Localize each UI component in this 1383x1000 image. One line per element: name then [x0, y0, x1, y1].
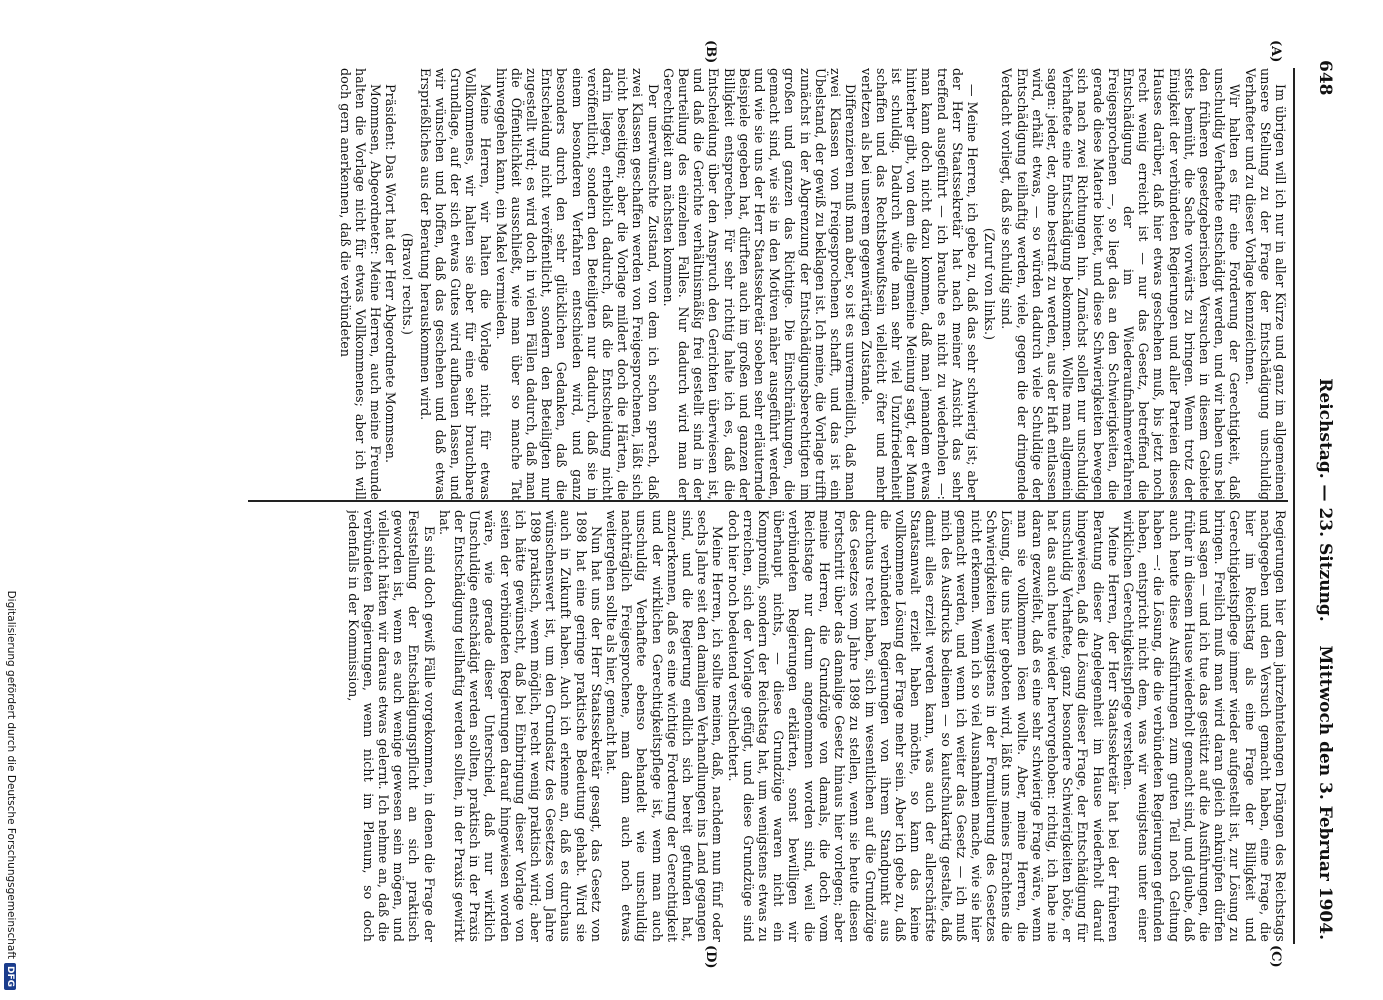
page-date: Mittwoch den 3. Februar 1904.: [1315, 645, 1335, 940]
page-title: Reichstag. — 23. Sitzung.: [1315, 378, 1335, 622]
interjection: (Zuruf von links.): [982, 227, 998, 341]
paragraph: — Meine Herren, ich gebe zu, daß das sehr schwierig ist; aber der Herr Staatssekretär hat nach meiner Ansicht das sehr treffend ausgeführt — ich brauche es nicht zu wiederholen —: man kann doch nicht dazu kommen, daß man jemandem etwas hinterher gibt, von dem die allgemeine Meinung sagt, der Mann ist schuldig. Dadurch würde man sehr viel Unzufriedenheit schaffen und das Rechtsbewußtsein vielleicht öfter und mehr verletzen als bei unserem gegenwärtigen Zustande.: [858, 68, 980, 500]
paragraph: Differenzieren muß man aber, so ist es unvermeidlich, daß man zwei Klassen von Freigesprochenen schafft, und das ist ein Übelstand, der gewiß zu beklagen ist. Ich meine, die Vorlage trifft zunächst in der Abgrenzung der Entschädigungsberechtigten im großen und ganzen das Richtige. Die Einschränkungen, die gemacht sind, wie sie in den Motiven näher ausgeführt werden, und wie sie uns der Herr Staatssekretär soeben sehr erläuternde Beispiele gegeben hat, dürften auch im großen und ganzen der Billigkeit entsprechen. Für sehr richtig halte ich es, daß die Entscheidung über den Anspruch den Gerichten überwiesen ist, und daß die Gerichte verhältnismäßig frei gestellt sind in der Beurteilung des einzelnen Falles. Nur dadurch wird man der Gerechtigkeit am nächsten kommen.: [660, 68, 859, 500]
margin-mark-c: (C): [1268, 945, 1283, 968]
header-rule: [1293, 68, 1295, 944]
paragraph: Nun hat uns der Herr Staatssekretär gesagt, das Gesetz von 1898 hat eine geringe praktische Bedeutung gehabt. Wird sie auch in Zukunft haben. Auch ich erkenne an, daß es durchaus wünschenswert ist, um den Grundsatz des Gesetzes vom Jahre 1898 praktisch, wenn möglich, recht wenig praktisch wird; aber ich hätte gewünscht, daß bei Einbringung dieser Vorlage von seiten der verbündeten Regierungen darauf hingewiesen worden wäre, wie gerade dieser Unterschied, daß nur wirklich Unschuldige entschädigt werden sollten, praktisch in der Praxis der Entschädigung teilhaftig werden sollten, in der Praxis gewirkt hat.: [436, 510, 604, 942]
margin-mark-b: (B): [703, 40, 718, 64]
footer-text: Digitalisierung gefördert durch die Deutsche Forschungsgemeinschaft: [5, 590, 17, 959]
paragraph: Im übrigen will ich nur in aller Kürze und ganz im allgemeinen unsere Stellung zu der Frage der Entschädigung unschuldig Verhafteter und zu dieser Vorlage kennzeichnen.: [1242, 68, 1288, 500]
page-number: 648: [1315, 60, 1335, 96]
paragraph: Der unerwünschte Zustand, von dem ich schon sprach, daß zwei Klassen geschaffen werden von Freigesprochenen, läßt sich nicht beseitigen; aber die Vorlage mildert doch die Härten, die darin liegen, erheblich dadurch, daß die Entscheidung nicht veröffentlicht, sondern den Beteiligten nur dadurch, daß sie in einem besonderen Verfahren entschieden wird, und ganz besonders durch den sehr glücklichen Gedanken, daß die Entscheidung nicht veröffentlicht, sondern den Beteiligten nur zugestellt wird; es wird doch in vielen Fällen dadurch, daß man die Öffentlichkeit ausschließt, wie man über so manche Tat hinweggehen kann, ein Makel vermieden.: [493, 68, 661, 500]
column-divider: [248, 500, 1288, 502]
paragraph: Meine Herren, wir halten die Vorlage nicht für etwas Vollkommenes, wir halten sie aber für eine sehr brauchbare Grundlage, auf der sich etwas Gutes wird aufbauen lassen, und wir wünschen und hoffen, daß das geschehen und daß etwas Ersprießliches aus der Beratung herauskommen wird.: [417, 68, 494, 500]
paragraph: Mommsen, Abgeordneter: Meine Herren, auch meine Freunde halten die Vorlage nicht für etwas Vollkommenes; aber ich will doch gern anerkennen, daß die verbündeten: [337, 68, 384, 500]
margin-mark-d: (D): [703, 945, 718, 969]
digitization-footer: [4, 0, 17, 1000]
paragraph: Es sind doch gewiß Fälle vorgekommen, in denen die Frage der Feststellung der Entschädigungspflicht an sich praktisch geworden ist, wenn es auch wenige gewesen sein mögen, und vielleicht hätten wir daraus etwas gelernt. Ich nehme an, daß die verbündeten Regierungen, wenn nicht im Plenum, so doch jedenfalls in der Kommission,: [345, 510, 437, 942]
margin-mark-a: (A): [1268, 40, 1283, 63]
paragraph: Meine Herren, der Herr Staatssekretär hat bei der früheren Beratung dieser Angelegenheit im Hause wiederholt darauf hingewiesen, daß die Lösung dieser Frage, der Entschädigung für unschuldig Verhaftete, ganz besondere Schwierigkeiten böte, er hat das auch heute wieder hervorgehoben: richtig, ich habe nie daran gezweifelt, daß es eine sehr schwierige Frage wäre, wenn man sie vollkommen lösen wollte. Aber, meine Herren, die Lösung, die uns hier geboten wird, läßt uns meines Erachtens die Schwierigkeiten wenigstens in der Formulierung des Gesetzes nicht erkennen. Wenn ich so viel Ausnahmen mache, wie sie hier gemacht werden, und wenn ich weiter das Gesetz — ich muß mich des Ausdrucks bedienen — so kautschukartig gestalte, daß damit alles erzielt werden kann, was auch der allerschärfste Staatsanwalt erzielt haben möchte, so kann das keine vollkommene Lösung der Frage mehr sein. Aber ich gebe zu, daß die verbündeten Regierungen von ihrem Standpunkt aus durchaus recht haben, sich im wesentlichen auf die Grundzüge des Gesetzes vom Jahre 1898 zu stellen, wenn sie heute diesen Fortschritt über das damalige Gesetz hinaus hier vorlegen; aber meine Herren, die Grundzüge von damals, die doch vom Reichstage nur darum angenommen worden sind, weil die verbündeten Regierungen erklärten, sonst bewilligen wir überhaupt nichts, — diese Grundzüge waren nicht ein Kompromiß, sondern der Reichstag hat, um wenigstens etwas zu erreichen, sich der Vorlage gefügt, und diese Grundzüge sind doch hier noch bedeutend verschlechtert.: [725, 510, 1121, 942]
paragraph: Regierungen hier dem jahrzehntelangen Drängen des Reichstags nachgegeben und den Versuch gemacht haben, eine Frage, die hier im Reichstag als eine Frage der Billigkeit und Gerechtigkeitspflege immer wieder aufgestellt ist, zur Lösung zu bringen. Freilich muß man wird daran gleich anknüpfen dürfen und sagen — und ich tue das gestützt auf die Ausführungen, die früher in diesem Hause wiederholt gemacht sind, und glaube, daß auch heute diese Ausführungen zum guten Teil noch Geltung haben —: die Lösung, die die verbündeten Regierungen gefunden haben, entspricht nicht dem, was wir wenigstens unter einer wirklichen Gerechtigkeitspflege verstehen.: [1120, 510, 1288, 942]
paragraph: Präsident: Das Wort hat der Herr Abgeordnete Mommsen.: [383, 84, 399, 464]
right-text-column: [248, 510, 1288, 942]
interjection: (Bravo! rechts.): [400, 232, 416, 336]
dfg-logo: DFG: [4, 963, 16, 990]
paragraph: Wir halten es für eine Forderung der Gerechtigkeit, daß unschuldig Verhaftete entschädigt werden, und wir haben uns bei den früheren gesetzgeberischen Versuchen in diesem Gebiete stets bemüht, die Sache vorwärts zu bringen. Wenn trotz der Einigkeit der verbündeten Regierungen und aller Parteien dieses Hauses darüber, daß hier etwas geschehen muß, bis jetzt noch recht wenig erreicht ist — nur das Gesetz, betreffend die Entschädigung der im Wiederaufnahmeverfahren Freigesprochenen —, so liegt das an den Schwierigkeiten, die gerade diese Materie bietet, und diese Schwierigkeiten bewegen sich nach zwei Richtungen hin. Zunächst sollen nur unschuldig Verhaftete eine Entschädigung bekommen. Wollte man allgemein sagen: jeder, der, ohne bestraft zu werden, aus der Haft entlassen wird, erhält etwas, — so würden dadurch viele Schuldige der Entschädigung teilhaftig werden, viele, gegen die der dringende Verdacht vorliegt, daß sie schuldig sind.: [999, 68, 1243, 500]
page-header: [1311, 60, 1335, 940]
left-text-column: [248, 68, 1288, 500]
paragraph: Meine Herren, ich sollte meinen, daß, nachdem nun fünf oder sechs Jahre seit den damaligen Verhandlungen ins Land gegangen sind, und die Regierung endlich sich bereit gefunden hat, anzuerkennen, daß es eine wichtige Forderung der Gerechtigkeit und der wirklichen Gerechtigkeitspflege ist, wenn man auch unschuldig Verhaftete ebenso behandelt wie unschuldig nachträglich Freigesprochene, man dann auch noch etwas weitergehen sollte als hier, gemacht hat.: [604, 510, 726, 942]
